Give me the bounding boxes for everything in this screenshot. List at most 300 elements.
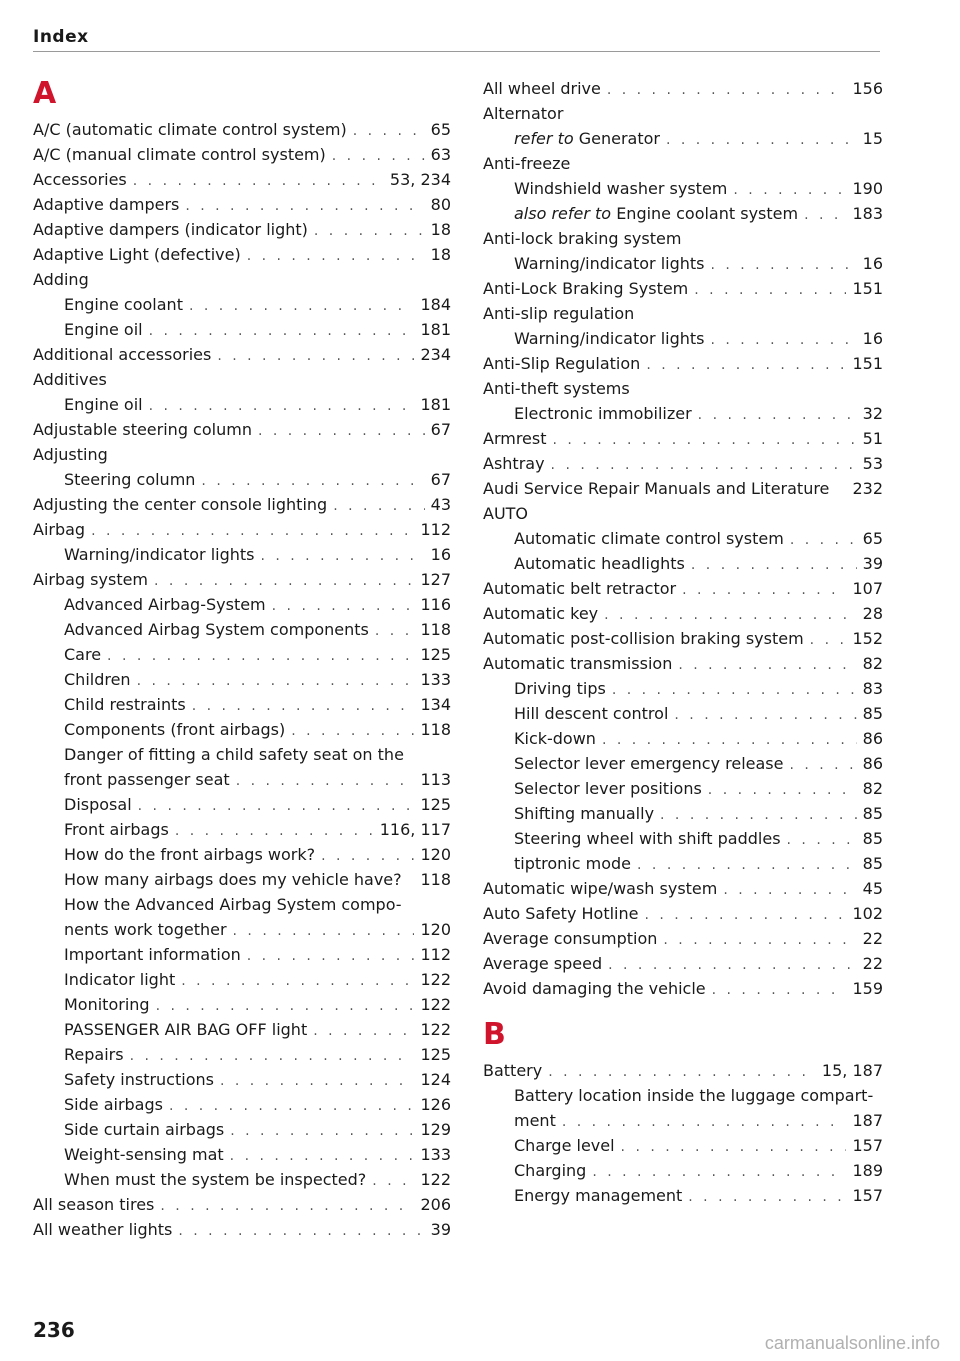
index-column-left [33, 74, 451, 1242]
entry-term-text: Warning/indicator lights [514, 329, 705, 348]
index-subentry [33, 467, 451, 492]
dot-leader [691, 553, 857, 576]
entry-term-text: Alternator [483, 104, 564, 123]
dot-leader [291, 719, 414, 742]
entry-term [483, 76, 601, 101]
dot-leader [804, 203, 846, 226]
entry-term [514, 176, 727, 201]
dot-leader [612, 678, 857, 701]
index-subentry [33, 617, 451, 642]
index-entry [483, 376, 883, 401]
entry-term [514, 726, 596, 751]
index-subentry [483, 251, 883, 276]
entry-term-text: Advanced Airbag-System [64, 595, 266, 614]
index-entry [33, 567, 451, 592]
entry-term-text: Selector lever positions [514, 779, 702, 798]
entry-page-ref: 15 [862, 129, 883, 148]
entry-page-ref: 187 [852, 1111, 883, 1130]
entry-term-text: PASSENGER AIR BAG OFF light [64, 1020, 308, 1039]
entry-term [33, 142, 326, 167]
entry-page-ref: 85 [862, 829, 883, 848]
entry-term-text: Advanced Airbag System components [64, 620, 369, 639]
entry-page-ref: 22 [862, 954, 883, 973]
dot-leader [260, 544, 424, 567]
index-subentry [33, 842, 451, 867]
header-divider [33, 51, 880, 52]
entry-term-text: Battery location inside the luggage compart- [514, 1086, 874, 1105]
entry-term [64, 792, 132, 817]
entry-term [514, 676, 606, 701]
entry-term [483, 151, 570, 176]
entry-term-text: All season tires [33, 1195, 155, 1214]
entry-term [64, 692, 186, 717]
dot-leader [621, 1135, 847, 1158]
entry-term [64, 917, 227, 942]
index-subentry [33, 867, 451, 892]
entry-term-text: Weight-sensing mat [64, 1145, 224, 1164]
entry-term [64, 742, 404, 767]
index-entry [33, 242, 451, 267]
index-column-right [483, 76, 883, 1208]
entry-term-text: Child restraints [64, 695, 186, 714]
dot-leader [272, 594, 415, 617]
index-subentry [33, 917, 451, 942]
dot-leader [712, 978, 847, 1001]
dot-leader [201, 469, 424, 492]
entry-term [514, 1108, 556, 1133]
entry-page-ref: 53 [862, 454, 883, 473]
index-subentry [33, 392, 451, 417]
dot-leader [247, 944, 415, 967]
entry-term [64, 592, 266, 617]
entry-page-ref: 181 [420, 395, 451, 414]
index-entry [483, 351, 883, 376]
entry-term-text: Anti-lock braking system [483, 229, 682, 248]
entry-term [33, 217, 308, 242]
index-subentry [33, 1017, 451, 1042]
entry-term-text: Engine coolant [64, 295, 183, 314]
entry-term [514, 251, 704, 276]
entry-term [483, 876, 717, 901]
entry-term [483, 651, 672, 676]
dot-leader [181, 969, 414, 992]
index-entry [483, 651, 883, 676]
dot-leader [790, 528, 857, 551]
index-subentry [33, 1117, 451, 1142]
entry-page-ref: 125 [420, 645, 451, 664]
dot-leader [236, 769, 415, 792]
entry-term-text: Charge level [514, 1136, 615, 1155]
index-subentry [33, 1042, 451, 1067]
entry-page-ref: 116, 117 [379, 820, 451, 839]
entry-page-ref: 206 [420, 1195, 451, 1214]
index-entry [483, 901, 883, 926]
index-entry [483, 426, 883, 451]
entry-page-ref: 113 [420, 770, 451, 789]
entry-term [64, 967, 175, 992]
entry-term [64, 1067, 214, 1092]
dot-leader [156, 994, 415, 1017]
index-subentry [33, 967, 451, 992]
entry-page-ref: 65 [430, 120, 451, 139]
entry-term [514, 401, 692, 426]
entry-term-text: Components (front airbags) [64, 720, 286, 739]
index-subentry [33, 717, 451, 742]
entry-term-text: Adjusting the center console lighting [33, 495, 328, 514]
index-subentry [483, 851, 883, 876]
index-subentry [483, 126, 883, 151]
dot-leader [138, 794, 415, 817]
entry-page-ref: 133 [420, 670, 451, 689]
entry-term [483, 426, 547, 451]
index-section-letter: A [33, 76, 57, 111]
entry-term [64, 317, 143, 342]
entry-term-text: Engine oil [64, 320, 143, 339]
entry-page-ref: 122 [420, 970, 451, 989]
index-entry [483, 951, 883, 976]
entry-term-text: Additional accessories [33, 345, 212, 364]
entry-page-ref: 152 [852, 629, 883, 648]
index-entry [483, 601, 883, 626]
index-entry [483, 976, 883, 1001]
entry-term [483, 351, 640, 376]
entry-term [64, 942, 241, 967]
entry-term-text: Adaptive dampers (indicator light) [33, 220, 308, 239]
entry-term-text: Anti-Lock Braking System [483, 279, 689, 298]
entry-page-ref: 112 [420, 520, 451, 539]
entry-term-text: Automatic climate control system [514, 529, 784, 548]
entry-term [514, 1183, 682, 1208]
dot-leader [233, 919, 415, 942]
entry-page-ref: 159 [852, 979, 883, 998]
entry-page-ref: 134 [420, 695, 451, 714]
entry-term-text: Steering wheel with shift paddles [514, 829, 781, 848]
entry-term [483, 451, 545, 476]
entry-page-ref: 118 [420, 870, 451, 889]
entry-page-ref: 85 [862, 804, 883, 823]
entry-page-ref: 232 [852, 479, 883, 498]
index-subentry [483, 201, 883, 226]
entry-term-text: How do the front airbags work? [64, 845, 316, 864]
entry-term-text: Average consumption [483, 929, 658, 948]
entry-term [33, 567, 148, 592]
dot-leader [178, 1219, 424, 1242]
index-subentry [33, 1092, 451, 1117]
entry-term [64, 1042, 124, 1067]
entry-term [514, 851, 631, 876]
entry-term-text: Anti-slip regulation [483, 304, 635, 323]
entry-page-ref: 67 [430, 420, 451, 439]
entry-term [64, 767, 230, 792]
index-entry [33, 142, 451, 167]
index-subentry [33, 667, 451, 692]
entry-term-text: Anti-freeze [483, 154, 571, 173]
entry-term-text: Electronic immobilizer [514, 404, 692, 423]
index-entry [33, 167, 451, 192]
entry-page-ref: 65 [862, 529, 883, 548]
index-subentry [483, 176, 883, 201]
dot-leader [332, 144, 425, 167]
entry-term [33, 1217, 172, 1242]
entry-page-ref: 118 [420, 720, 451, 739]
entry-term [64, 1167, 366, 1192]
entry-term [514, 126, 660, 151]
entry-page-ref: 126 [420, 1095, 451, 1114]
entry-term-text: Warning/indicator lights [64, 545, 255, 564]
dot-leader [660, 803, 857, 826]
dot-leader [688, 1185, 846, 1208]
dot-leader [169, 1094, 414, 1117]
dot-leader [708, 778, 857, 801]
entry-page-ref: 125 [420, 1045, 451, 1064]
entry-term-text: tiptronic mode [514, 854, 632, 873]
entry-page-ref: 51 [862, 429, 883, 448]
entry-term-text: All weather lights [33, 1220, 173, 1239]
entry-term-text: Care [64, 645, 102, 664]
dot-leader [602, 728, 857, 751]
index-entry [483, 626, 883, 651]
entry-term [64, 817, 169, 842]
entry-page-ref: 39 [862, 554, 883, 573]
entry-page-ref: 45 [862, 879, 883, 898]
index-entry [483, 476, 883, 501]
index-subentry [33, 992, 451, 1017]
index-entry [33, 517, 451, 542]
page-header-title: Index [33, 27, 89, 47]
entry-term [483, 976, 706, 1001]
entry-term [33, 192, 179, 217]
index-subentry [33, 817, 451, 842]
entry-page-ref: 32 [862, 404, 883, 423]
entry-term-text: Automatic belt retractor [483, 579, 677, 598]
entry-page-ref: 16 [862, 329, 883, 348]
entry-term [483, 901, 638, 926]
index-entry [483, 501, 883, 526]
entry-term-text: Adaptive Light (defective) [33, 245, 241, 264]
index-entry [483, 301, 883, 326]
entry-term [483, 626, 804, 651]
entry-term-text: Children [64, 670, 131, 689]
index-entry [33, 417, 451, 442]
dot-leader [674, 703, 856, 726]
entry-page-ref: 125 [420, 795, 451, 814]
index-subentry [33, 317, 451, 342]
entry-page-ref: 183 [852, 204, 883, 223]
dot-leader [694, 278, 846, 301]
index-subentry [33, 792, 451, 817]
entry-page-ref: 53, 234 [389, 170, 451, 189]
entry-term [483, 101, 563, 126]
index-subentry [33, 692, 451, 717]
index-entry [483, 101, 883, 126]
entry-term [64, 542, 254, 567]
entry-term-text: Front airbags [64, 820, 169, 839]
dot-leader [160, 1194, 414, 1217]
dot-leader [91, 519, 414, 542]
index-subentry [33, 742, 451, 767]
index-subentry [483, 701, 883, 726]
entry-term-text: How the Advanced Airbag System compo- [64, 895, 402, 914]
dot-leader [107, 644, 414, 667]
entry-page-ref: 122 [420, 1020, 451, 1039]
entry-term-text: Airbag [33, 520, 86, 539]
entry-term [483, 926, 657, 951]
entry-term [64, 867, 402, 892]
index-subentry [483, 401, 883, 426]
entry-page-ref: 120 [420, 920, 451, 939]
entry-term-text: Automatic post-collision braking system [483, 629, 804, 648]
dot-leader [321, 844, 414, 867]
entry-term [64, 717, 285, 742]
entry-term [33, 242, 241, 267]
entry-term [483, 951, 602, 976]
dot-leader [353, 119, 425, 142]
index-subentry [33, 1067, 451, 1092]
entry-term-text: Engine coolant system [616, 204, 799, 223]
index-subentry [483, 676, 883, 701]
entry-term [33, 167, 127, 192]
entry-term [64, 1142, 224, 1167]
entry-term-text: Battery [483, 1061, 543, 1080]
entry-term [64, 1017, 307, 1042]
dot-leader [678, 653, 856, 676]
entry-term-text: Steering column [64, 470, 196, 489]
entry-term-text: Auto Safety Hotline [483, 904, 639, 923]
entry-page-ref: 107 [852, 579, 883, 598]
dot-leader [553, 428, 857, 451]
entry-term [64, 392, 143, 417]
entry-term-text: Generator [578, 129, 660, 148]
entry-term-text: Automatic key [483, 604, 599, 623]
entry-page-ref: 86 [862, 754, 883, 773]
entry-term [64, 642, 101, 667]
dot-leader [666, 128, 857, 151]
entry-term-text: Safety instructions [64, 1070, 214, 1089]
entry-term-text: Shifting manually [514, 804, 655, 823]
entry-term-text: Engine oil [64, 395, 143, 414]
entry-page-ref: 43 [430, 495, 451, 514]
entry-term-text: A/C (automatic climate control system) [33, 120, 347, 139]
entry-page-ref: 190 [852, 179, 883, 198]
entry-term [33, 492, 327, 517]
entry-term-text: How many airbags does my vehicle have? [64, 870, 402, 889]
entry-term-text: Energy management [514, 1186, 683, 1205]
entry-term-text: Additives [33, 370, 107, 389]
entry-term [514, 1083, 873, 1108]
entry-term-text: Indicator light [64, 970, 176, 989]
entry-term-text: Armrest [483, 429, 547, 448]
entry-term [514, 1133, 615, 1158]
entry-page-ref: 18 [430, 220, 451, 239]
entry-term-text: Monitoring [64, 995, 150, 1014]
dot-leader [372, 1169, 414, 1192]
entry-term-text: front passenger seat [64, 770, 230, 789]
entry-term [64, 667, 131, 692]
entry-page-ref: 16 [862, 254, 883, 273]
entry-term [483, 501, 528, 526]
dot-leader [710, 253, 856, 276]
entry-term [483, 601, 598, 626]
index-entry [33, 1217, 451, 1242]
dot-leader [562, 1110, 847, 1133]
entry-crossref-prefix: refer to [514, 129, 574, 148]
dot-leader [723, 878, 856, 901]
index-subentry [33, 892, 451, 917]
entry-term-text: nents work together [64, 920, 227, 939]
dot-leader [375, 619, 415, 642]
entry-term [514, 701, 668, 726]
index-subentry [483, 751, 883, 776]
dot-leader [787, 828, 857, 851]
dot-leader [133, 169, 384, 192]
entry-page-ref: 85 [862, 704, 883, 723]
entry-page-ref: 156 [852, 79, 883, 98]
entry-term [33, 267, 89, 292]
entry-term [33, 367, 107, 392]
dot-leader [130, 1044, 415, 1067]
dot-leader [604, 603, 856, 626]
index-subentry [33, 1142, 451, 1167]
index-entry [483, 451, 883, 476]
dot-leader [230, 1144, 415, 1167]
entry-term-text: Danger of fitting a child safety seat on the [64, 745, 404, 764]
dot-leader [608, 953, 857, 976]
index-subentry [483, 1183, 883, 1208]
index-section-letter: B [483, 1017, 506, 1052]
dot-leader [810, 628, 847, 651]
index-subentry [33, 942, 451, 967]
index-entry [483, 151, 883, 176]
entry-term-text: Driving tips [514, 679, 606, 698]
index-entry [483, 1058, 883, 1083]
entry-page-ref: 122 [420, 1170, 451, 1189]
index-entry [33, 117, 451, 142]
entry-term [514, 751, 783, 776]
index-subentry [483, 526, 883, 551]
index-subentry [483, 1158, 883, 1183]
entry-term [483, 301, 634, 326]
index-entry [33, 217, 451, 242]
entry-term [514, 201, 798, 226]
entry-term-text: When must the system be inspected? [64, 1170, 367, 1189]
entry-page-ref: 116 [420, 595, 451, 614]
entry-term [483, 576, 676, 601]
entry-term [64, 617, 369, 642]
entry-term [64, 292, 183, 317]
entry-page-ref: 151 [852, 279, 883, 298]
entry-term [64, 1092, 163, 1117]
dot-leader [149, 319, 415, 342]
dot-leader [192, 694, 415, 717]
index-entry [483, 226, 883, 251]
entry-term-text: Important information [64, 945, 241, 964]
dot-leader [185, 194, 424, 217]
index-entry [33, 492, 451, 517]
entry-page-ref: 127 [420, 570, 451, 589]
index-entry [33, 367, 451, 392]
entry-term-text: Anti-Slip Regulation [483, 354, 641, 373]
entry-term-text: Automatic headlights [514, 554, 685, 573]
dot-leader [607, 78, 847, 101]
dot-leader [314, 219, 425, 242]
entry-page-ref: 184 [420, 295, 451, 314]
index-entry [483, 576, 883, 601]
entry-term-text: Anti-theft systems [483, 379, 630, 398]
dot-leader [548, 1060, 816, 1083]
index-subentry [33, 642, 451, 667]
entry-term-text: A/C (manual climate control system) [33, 145, 326, 164]
dot-leader [175, 819, 374, 842]
